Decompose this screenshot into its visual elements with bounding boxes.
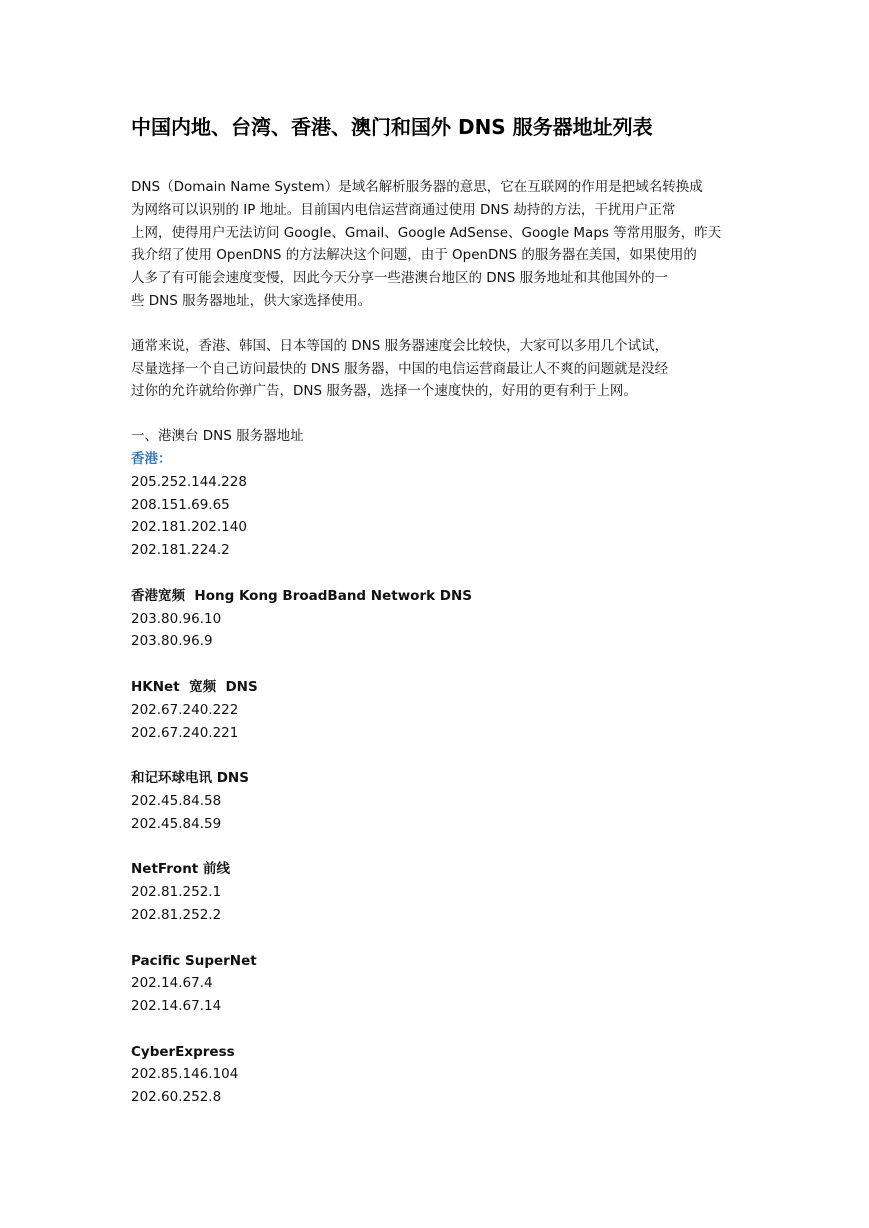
section-heading: 一、港澳台 DNS 服务器地址 <box>131 428 304 445</box>
dns-group-hutchison <box>131 767 741 835</box>
document-title: 中国内地、台湾、香港、澳门和国外 DNS 服务器地址列表 <box>131 115 653 139</box>
document-page <box>131 112 741 1132</box>
ip-address: 202.81.252.2 <box>131 906 222 923</box>
intro-line: 为网络可以识别的 IP 地址。目前国内电信运营商通过使用 DNS 劫持的方法，干扰用户正常 <box>131 201 676 218</box>
ip-address: 203.80.96.9 <box>131 633 213 650</box>
ip-address: 203.80.96.10 <box>131 610 222 627</box>
hongkong-ip-group <box>131 471 741 562</box>
ip-list <box>131 1063 741 1109</box>
ip-list <box>131 881 741 927</box>
ip-address: 208.151.69.65 <box>131 496 230 513</box>
ip-address: 202.60.252.8 <box>131 1089 222 1106</box>
ip-address: 202.67.240.222 <box>131 701 239 718</box>
dns-group-pacific-supernet <box>131 950 741 1018</box>
intro-line: 我介绍了使用 OpenDNS 的方法解决这个问题，由于 OpenDNS 的服务器在美国，如果使用的 <box>131 247 697 264</box>
ip-address: 205.252.144.228 <box>131 473 247 490</box>
ip-address: 202.181.202.140 <box>131 519 247 536</box>
ip-address: 202.45.84.58 <box>131 792 222 809</box>
ip-address: 202.67.240.221 <box>131 724 239 741</box>
ip-list <box>131 972 741 1018</box>
dns-group-title: NetFront 前线 <box>131 861 230 878</box>
ip-address: 202.181.224.2 <box>131 542 230 559</box>
dns-group-title: 和记环球电讯 DNS <box>131 770 249 787</box>
dns-group-title: 香港宽频 Hong Kong BroadBand Network DNS <box>131 587 473 604</box>
ip-list <box>131 608 741 654</box>
dns-group-hkbn <box>131 585 741 653</box>
note-line: 过你的允许就给你弹广告，DNS 服务器，选择一个速度快的，好用的更有利于上网。 <box>131 383 637 400</box>
ip-list <box>131 471 741 562</box>
ip-address: 202.81.252.1 <box>131 884 222 901</box>
ip-list <box>131 790 741 836</box>
intro-line: 人多了有可能会速度变慢，因此今天分享一些港澳台地区的 DNS 服务地址和其他国外的一 <box>131 270 669 287</box>
dns-group-title: CyberExpress <box>131 1043 235 1060</box>
note-line: 通常来说，香港、韩国、日本等国的 DNS 服务器速度会比较快，大家可以多用几个试试， <box>131 337 669 354</box>
ip-address: 202.45.84.59 <box>131 815 222 832</box>
ip-address: 202.14.67.4 <box>131 975 213 992</box>
intro-line: 些 DNS 服务器地址，供大家选择使用。 <box>131 292 372 309</box>
dns-group-hknet <box>131 676 741 744</box>
ip-list <box>131 699 741 745</box>
dns-group-title: HKNet 宽频 DNS <box>131 678 258 695</box>
intro-line: DNS（Domain Name System）是域名解析服务器的意思，它在互联网的作用是把域名转换成 <box>131 179 703 195</box>
intro-line: 上网，使得用户无法访问 Google、Gmail、Google AdSense、Google Maps 等常用服务，昨天 <box>131 224 722 241</box>
intro-paragraph <box>131 176 741 313</box>
note-paragraph <box>131 335 741 403</box>
ip-address: 202.14.67.14 <box>131 998 222 1015</box>
ip-address: 202.85.146.104 <box>131 1066 239 1083</box>
dns-group-cyberexpress <box>131 1041 741 1109</box>
dns-group-netfront <box>131 858 741 926</box>
region-label-hongkong: 香港： <box>131 450 172 467</box>
note-line: 尽量选择一个自己访问最快的 DNS 服务器，中国的电信运营商最让人不爽的问题就是没经 <box>131 360 669 377</box>
dns-group-title: Pacific SuperNet <box>131 952 257 969</box>
